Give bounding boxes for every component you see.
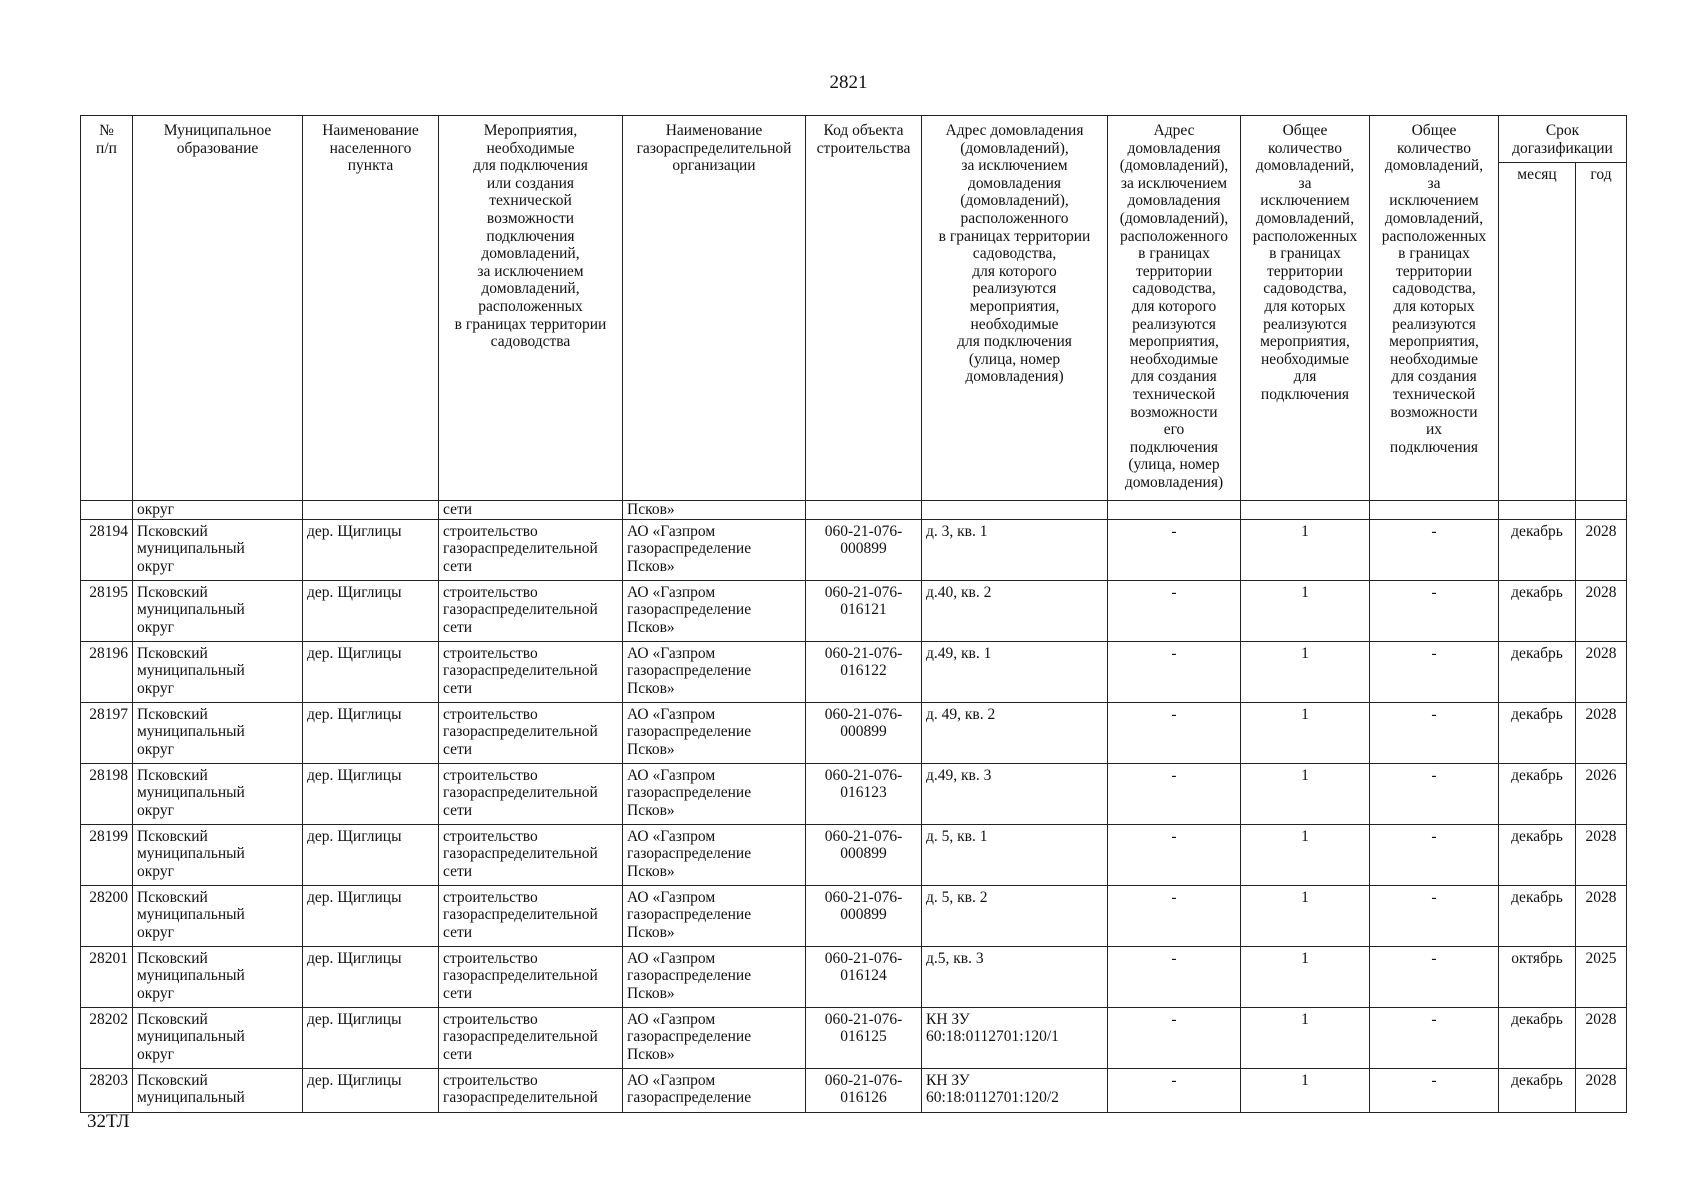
cell-measures: строительство газораспределительной сети — [439, 763, 623, 824]
cell-total-connect: 1 — [1241, 519, 1370, 580]
header-gas-org: Наименование газораспределительной организации — [623, 116, 806, 501]
cell-total-connect: 1 — [1241, 641, 1370, 702]
cell-address-tech: - — [1108, 946, 1241, 1007]
cell-address-connect: д.49, кв. 1 — [922, 641, 1108, 702]
cell-total-connect: 1 — [1241, 824, 1370, 885]
cell-address-tech: - — [1108, 824, 1241, 885]
cell-address-connect: КН ЗУ 60:18:0112701:120/2 — [922, 1068, 1108, 1112]
cell-total-tech: - — [1370, 763, 1499, 824]
cell-total-tech: - — [1370, 1007, 1499, 1068]
cell-address-tech: - — [1108, 580, 1241, 641]
cell-object-code: 060-21-076- 016125 — [806, 1007, 922, 1068]
cell-object-code: 060-21-076- 000899 — [806, 824, 922, 885]
header-address-tech: Адрес домовладения (домовладений), за исключением домовладения (домовладений), расположенного в границах территории садоводства, для которого реализуются мероприятия, необходимые для создания технической возможности его подключения (улица, номер домовладения) — [1108, 116, 1241, 501]
cell-total-tech: - — [1370, 885, 1499, 946]
cell-gas-org: АО «Газпром газораспределение Псков» — [623, 763, 806, 824]
table-row — [81, 641, 1627, 702]
cell-total-tech: - — [1370, 702, 1499, 763]
cell-address-tech: - — [1108, 885, 1241, 946]
table-row — [81, 519, 1627, 580]
header-address-connect: Адрес домовладения (домовладений), за исключением домовладения (домовладений), расположенного в границах территории садоводства, для которого реализуются мероприятия, необходимые для подключения (улица, номер домовладения) — [922, 116, 1108, 501]
cell-measures: строительство газораспределительной сети — [439, 824, 623, 885]
cell-address-tech: - — [1108, 763, 1241, 824]
header-num: № п/п — [81, 116, 133, 501]
cell-year: 2028 — [1576, 885, 1627, 946]
cell-address-tech: - — [1108, 641, 1241, 702]
cell-total-connect: 1 — [1241, 946, 1370, 1007]
cell-gas-org: АО «Газпром газораспределение Псков» — [623, 885, 806, 946]
cell-address-connect — [922, 501, 1108, 520]
cell-address-tech — [1108, 501, 1241, 520]
cell-settlement: дер. Щиглицы — [303, 641, 439, 702]
cell-month: декабрь — [1499, 702, 1576, 763]
cell-settlement: дер. Щиглицы — [303, 824, 439, 885]
cell-municipality: Псковский муниципальный округ — [133, 519, 303, 580]
footer-code: 32ТЛ — [87, 1111, 130, 1132]
cell-measures: строительство газораспределительной сети — [439, 946, 623, 1007]
cell-total-connect: 1 — [1241, 1007, 1370, 1068]
cell-gas-org: АО «Газпром газораспределение Псков» — [623, 641, 806, 702]
cell-total-tech: - — [1370, 641, 1499, 702]
cell-settlement: дер. Щиглицы — [303, 1068, 439, 1112]
cell-num — [81, 501, 133, 520]
cell-month: декабрь — [1499, 519, 1576, 580]
header-total-connect: Общее количество домовладений, за исключением домовладений, расположенных в границах территории садоводства, для которых реализуются мероприятия, необходимые для подключения — [1241, 116, 1370, 501]
cell-month: декабрь — [1499, 1068, 1576, 1112]
cell-settlement: дер. Щиглицы — [303, 763, 439, 824]
cell-municipality: Псковский муниципальный округ — [133, 824, 303, 885]
cell-month — [1499, 501, 1576, 520]
table-row — [81, 824, 1627, 885]
cell-measures: строительство газораспределительной сети — [439, 641, 623, 702]
cell-year: 2028 — [1576, 519, 1627, 580]
cell-total-connect — [1241, 501, 1370, 520]
cell-settlement: дер. Щиглицы — [303, 519, 439, 580]
header-measures: Мероприятия, необходимые для подключения или создания технической возможности подключения домовладений, за исключением домовладений, расположенных в границах территории садоводства — [439, 116, 623, 501]
cell-total-tech — [1370, 501, 1499, 520]
cell-month: декабрь — [1499, 580, 1576, 641]
cell-month: декабрь — [1499, 763, 1576, 824]
cell-municipality: Псковский муниципальный округ — [133, 641, 303, 702]
cell-num: 28200 — [81, 885, 133, 946]
cell-year: 2028 — [1576, 580, 1627, 641]
cell-year — [1576, 501, 1627, 520]
table-row — [81, 580, 1627, 641]
cell-address-connect: д.40, кв. 2 — [922, 580, 1108, 641]
cell-month: октябрь — [1499, 946, 1576, 1007]
cell-measures: сети — [439, 501, 623, 520]
cell-object-code: 060-21-076- 016126 — [806, 1068, 922, 1112]
cell-measures: строительство газораспределительной сети — [439, 580, 623, 641]
cell-address-connect: д. 5, кв. 1 — [922, 824, 1108, 885]
cell-num: 28199 — [81, 824, 133, 885]
header-deadline: Срок догазификации — [1499, 116, 1627, 163]
cell-total-connect: 1 — [1241, 580, 1370, 641]
cell-object-code: 060-21-076- 016121 — [806, 580, 922, 641]
cell-num: 28197 — [81, 702, 133, 763]
cell-num: 28202 — [81, 1007, 133, 1068]
cell-address-tech: - — [1108, 1068, 1241, 1112]
cell-month: декабрь — [1499, 641, 1576, 702]
cell-measures: строительство газораспределительной сети — [439, 702, 623, 763]
cell-num: 28201 — [81, 946, 133, 1007]
cell-object-code: 060-21-076- 016123 — [806, 763, 922, 824]
cell-settlement: дер. Щиглицы — [303, 702, 439, 763]
table-row — [81, 946, 1627, 1007]
cell-address-connect: д.49, кв. 3 — [922, 763, 1108, 824]
table-row — [81, 1007, 1627, 1068]
cell-object-code: 060-21-076- 000899 — [806, 885, 922, 946]
cell-gas-org: АО «Газпром газораспределение Псков» — [623, 946, 806, 1007]
cell-num: 28196 — [81, 641, 133, 702]
cell-year: 2026 — [1576, 763, 1627, 824]
cell-object-code: 060-21-076- 016124 — [806, 946, 922, 1007]
header-row — [81, 116, 1627, 163]
cell-year: 2028 — [1576, 1068, 1627, 1112]
cell-num: 28203 — [81, 1068, 133, 1112]
cell-measures: строительство газораспределительной сети — [439, 885, 623, 946]
cell-address-connect: д. 49, кв. 2 — [922, 702, 1108, 763]
cell-settlement: дер. Щиглицы — [303, 580, 439, 641]
cell-year: 2028 — [1576, 824, 1627, 885]
cell-address-connect: КН ЗУ 60:18:0112701:120/1 — [922, 1007, 1108, 1068]
cell-total-connect: 1 — [1241, 763, 1370, 824]
cell-municipality: Псковский муниципальный округ — [133, 1007, 303, 1068]
table-row — [81, 702, 1627, 763]
cell-municipality: Псковский муниципальный округ — [133, 580, 303, 641]
cell-num: 28194 — [81, 519, 133, 580]
header-municipality: Муниципальное образование — [133, 116, 303, 501]
cell-gas-org: АО «Газпром газораспределение Псков» — [623, 702, 806, 763]
cell-total-tech: - — [1370, 1068, 1499, 1112]
cell-gas-org: АО «Газпром газораспределение — [623, 1068, 806, 1112]
cell-year: 2028 — [1576, 641, 1627, 702]
gasification-table — [80, 115, 1627, 1113]
cell-address-tech: - — [1108, 1007, 1241, 1068]
cell-measures: строительство газораспределительной сети — [439, 1007, 623, 1068]
cell-total-tech: - — [1370, 519, 1499, 580]
header-object-code: Код объекта строительства — [806, 116, 922, 501]
cell-total-connect: 1 — [1241, 885, 1370, 946]
cell-municipality: Псковский муниципальный округ — [133, 885, 303, 946]
header-month: месяц — [1499, 163, 1576, 501]
cell-month: декабрь — [1499, 824, 1576, 885]
cell-municipality: Псковский муниципальный — [133, 1068, 303, 1112]
cell-month: декабрь — [1499, 885, 1576, 946]
cell-measures: строительство газораспределительной — [439, 1068, 623, 1112]
cell-municipality: Псковский муниципальный округ — [133, 946, 303, 1007]
cell-year: 2028 — [1576, 1007, 1627, 1068]
cell-settlement — [303, 501, 439, 520]
cell-year: 2028 — [1576, 702, 1627, 763]
cell-address-tech: - — [1108, 702, 1241, 763]
table-row — [81, 1068, 1627, 1112]
cell-address-tech: - — [1108, 519, 1241, 580]
continuation-row — [81, 501, 1627, 520]
cell-gas-org: АО «Газпром газораспределение Псков» — [623, 1007, 806, 1068]
cell-municipality: Псковский муниципальный округ — [133, 763, 303, 824]
cell-month: декабрь — [1499, 1007, 1576, 1068]
cell-total-connect: 1 — [1241, 1068, 1370, 1112]
cell-total-tech: - — [1370, 824, 1499, 885]
cell-num: 28198 — [81, 763, 133, 824]
table-row — [81, 885, 1627, 946]
cell-object-code: 060-21-076- 000899 — [806, 519, 922, 580]
cell-address-connect: д. 3, кв. 1 — [922, 519, 1108, 580]
header-year: год — [1576, 163, 1627, 501]
table-row — [81, 763, 1627, 824]
cell-year: 2025 — [1576, 946, 1627, 1007]
header-settlement: Наименование населенного пункта — [303, 116, 439, 501]
page-number: 2821 — [829, 72, 868, 93]
cell-total-connect: 1 — [1241, 702, 1370, 763]
header-total-tech: Общее количество домовладений, за исключением домовладений, расположенных в границах территории садоводства, для которых реализуются мероприятия, необходимые для создания технической возможности их подключения — [1370, 116, 1499, 501]
cell-object-code — [806, 501, 922, 520]
cell-address-connect: д.5, кв. 3 — [922, 946, 1108, 1007]
cell-municipality: округ — [133, 501, 303, 520]
cell-gas-org: АО «Газпром газораспределение Псков» — [623, 824, 806, 885]
cell-object-code: 060-21-076- 016122 — [806, 641, 922, 702]
cell-measures: строительство газораспределительной сети — [439, 519, 623, 580]
cell-settlement: дер. Щиглицы — [303, 946, 439, 1007]
cell-settlement: дер. Щиглицы — [303, 885, 439, 946]
cell-gas-org: Псков» — [623, 501, 806, 520]
cell-total-tech: - — [1370, 580, 1499, 641]
cell-address-connect: д. 5, кв. 2 — [922, 885, 1108, 946]
cell-gas-org: АО «Газпром газораспределение Псков» — [623, 519, 806, 580]
cell-municipality: Псковский муниципальный округ — [133, 702, 303, 763]
cell-num: 28195 — [81, 580, 133, 641]
cell-gas-org: АО «Газпром газораспределение Псков» — [623, 580, 806, 641]
cell-total-tech: - — [1370, 946, 1499, 1007]
cell-settlement: дер. Щиглицы — [303, 1007, 439, 1068]
cell-object-code: 060-21-076- 000899 — [806, 702, 922, 763]
